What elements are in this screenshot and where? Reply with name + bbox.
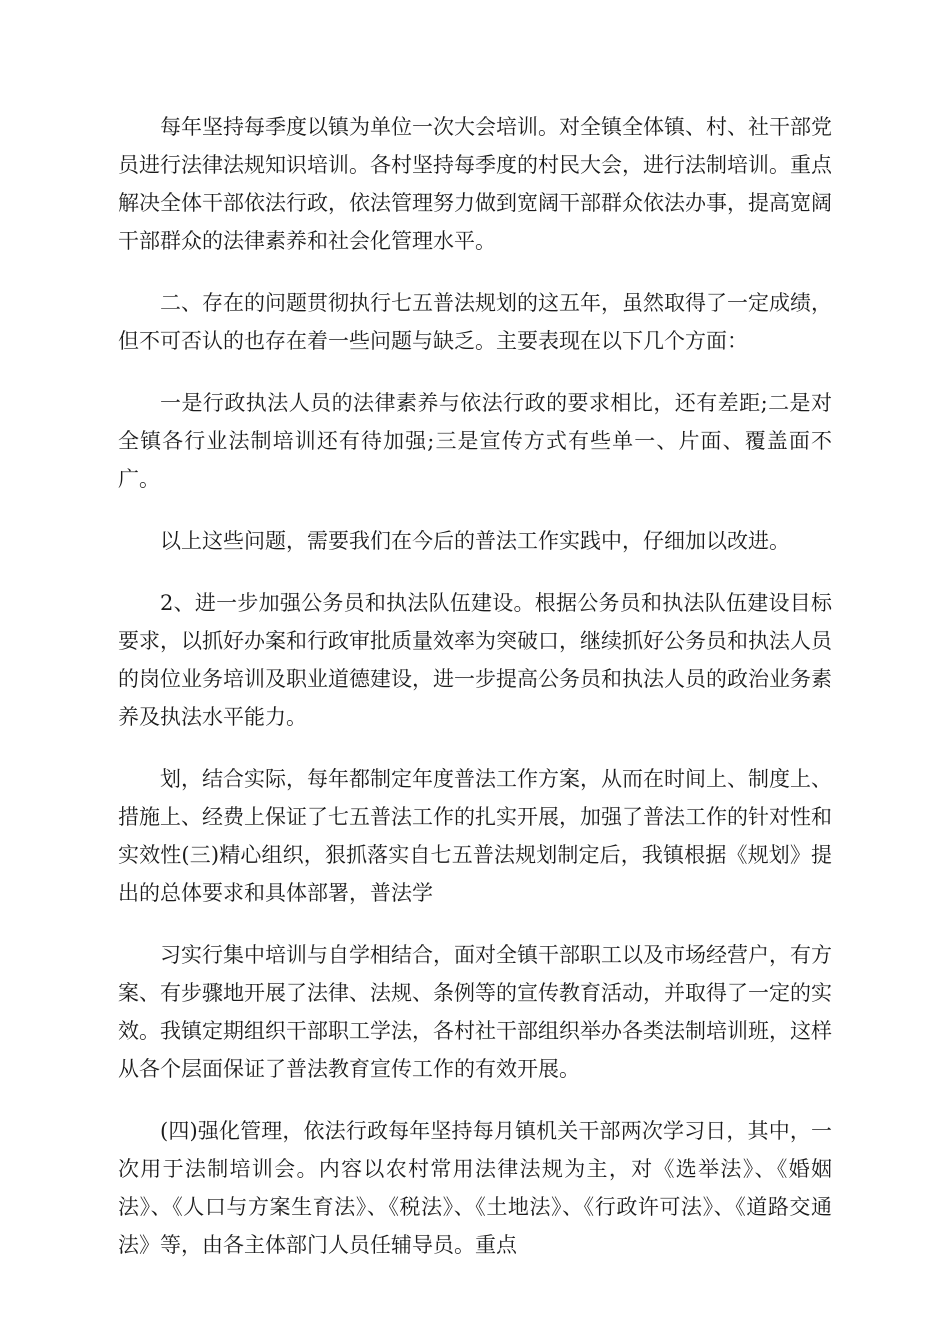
paragraph: 以上这些问题，需要我们在今后的普法工作实践中，仔细加以改进。 bbox=[160, 529, 790, 553]
paragraph: 每年坚持每季度以镇为单位一次大会培训。对全镇全体镇、村、社干部党员进行法律法规知识培训。各村坚持每季度的村民大会，进行法制培训。重点解决全体干部依法行政，依法管理努力做到宽阔干部群众依法办事，提高宽阔干部群众的法律素养和社会化管理水平。 bbox=[118, 115, 832, 253]
paragraph: 2、进一步加强公务员和执法队伍建设。根据公务员和执法队伍建设目标要求，以抓好办案和行政审批质量效率为突破口，继续抓好公务员和执法人员的岗位业务培训及职业道德建设，进一步提高公务员和执法人员的政治业务素养及执法水平能力。 bbox=[118, 591, 832, 729]
paragraph: (四)强化管理，依法行政每年坚持每月镇机关干部两次学习日，其中，一次用于法制培训会。内容以农村常用法律法规为主，对《选举法》、《婚姻法》、《人口与方案生育法》、《税法》、《土地法》、《行政许可法》、《道路交通法》等，由各主体部门人员任辅导员。重点 bbox=[118, 1119, 832, 1257]
paragraph: 习实行集中培训与自学相结合，面对全镇干部职工以及市场经营户，有方案、有步骤地开展了法律、法规、条例等的宣传教育活动，并取得了一定的实效。我镇定期组织干部职工学法，各村社干部组织举办各类法制培训班，这样从各个层面保证了普法教育宣传工作的有效开展。 bbox=[118, 943, 832, 1081]
paragraph: 一是行政执法人员的法律素养与依法行政的要求相比，还有差距;二是对全镇各行业法制培训还有待加强;三是宣传方式有些单一、片面、覆盖面不广。 bbox=[118, 391, 832, 491]
document-body bbox=[118, 108, 832, 1288]
paragraph: 划，结合实际，每年都制定年度普法工作方案，从而在时间上、制度上、措施上、经费上保证了七五普法工作的扎实开展，加强了普法工作的针对性和实效性(三)精心组织，狠抓落实自七五普法规划制定后，我镇根据《规划》提出的总体要求和具体部署，普法学 bbox=[118, 767, 832, 905]
paragraph: 二、存在的问题贯彻执行七五普法规划的这五年，虽然取得了一定成绩，但不可否认的也存在着一些问题与缺乏。主要表现在以下几个方面： bbox=[118, 291, 832, 353]
